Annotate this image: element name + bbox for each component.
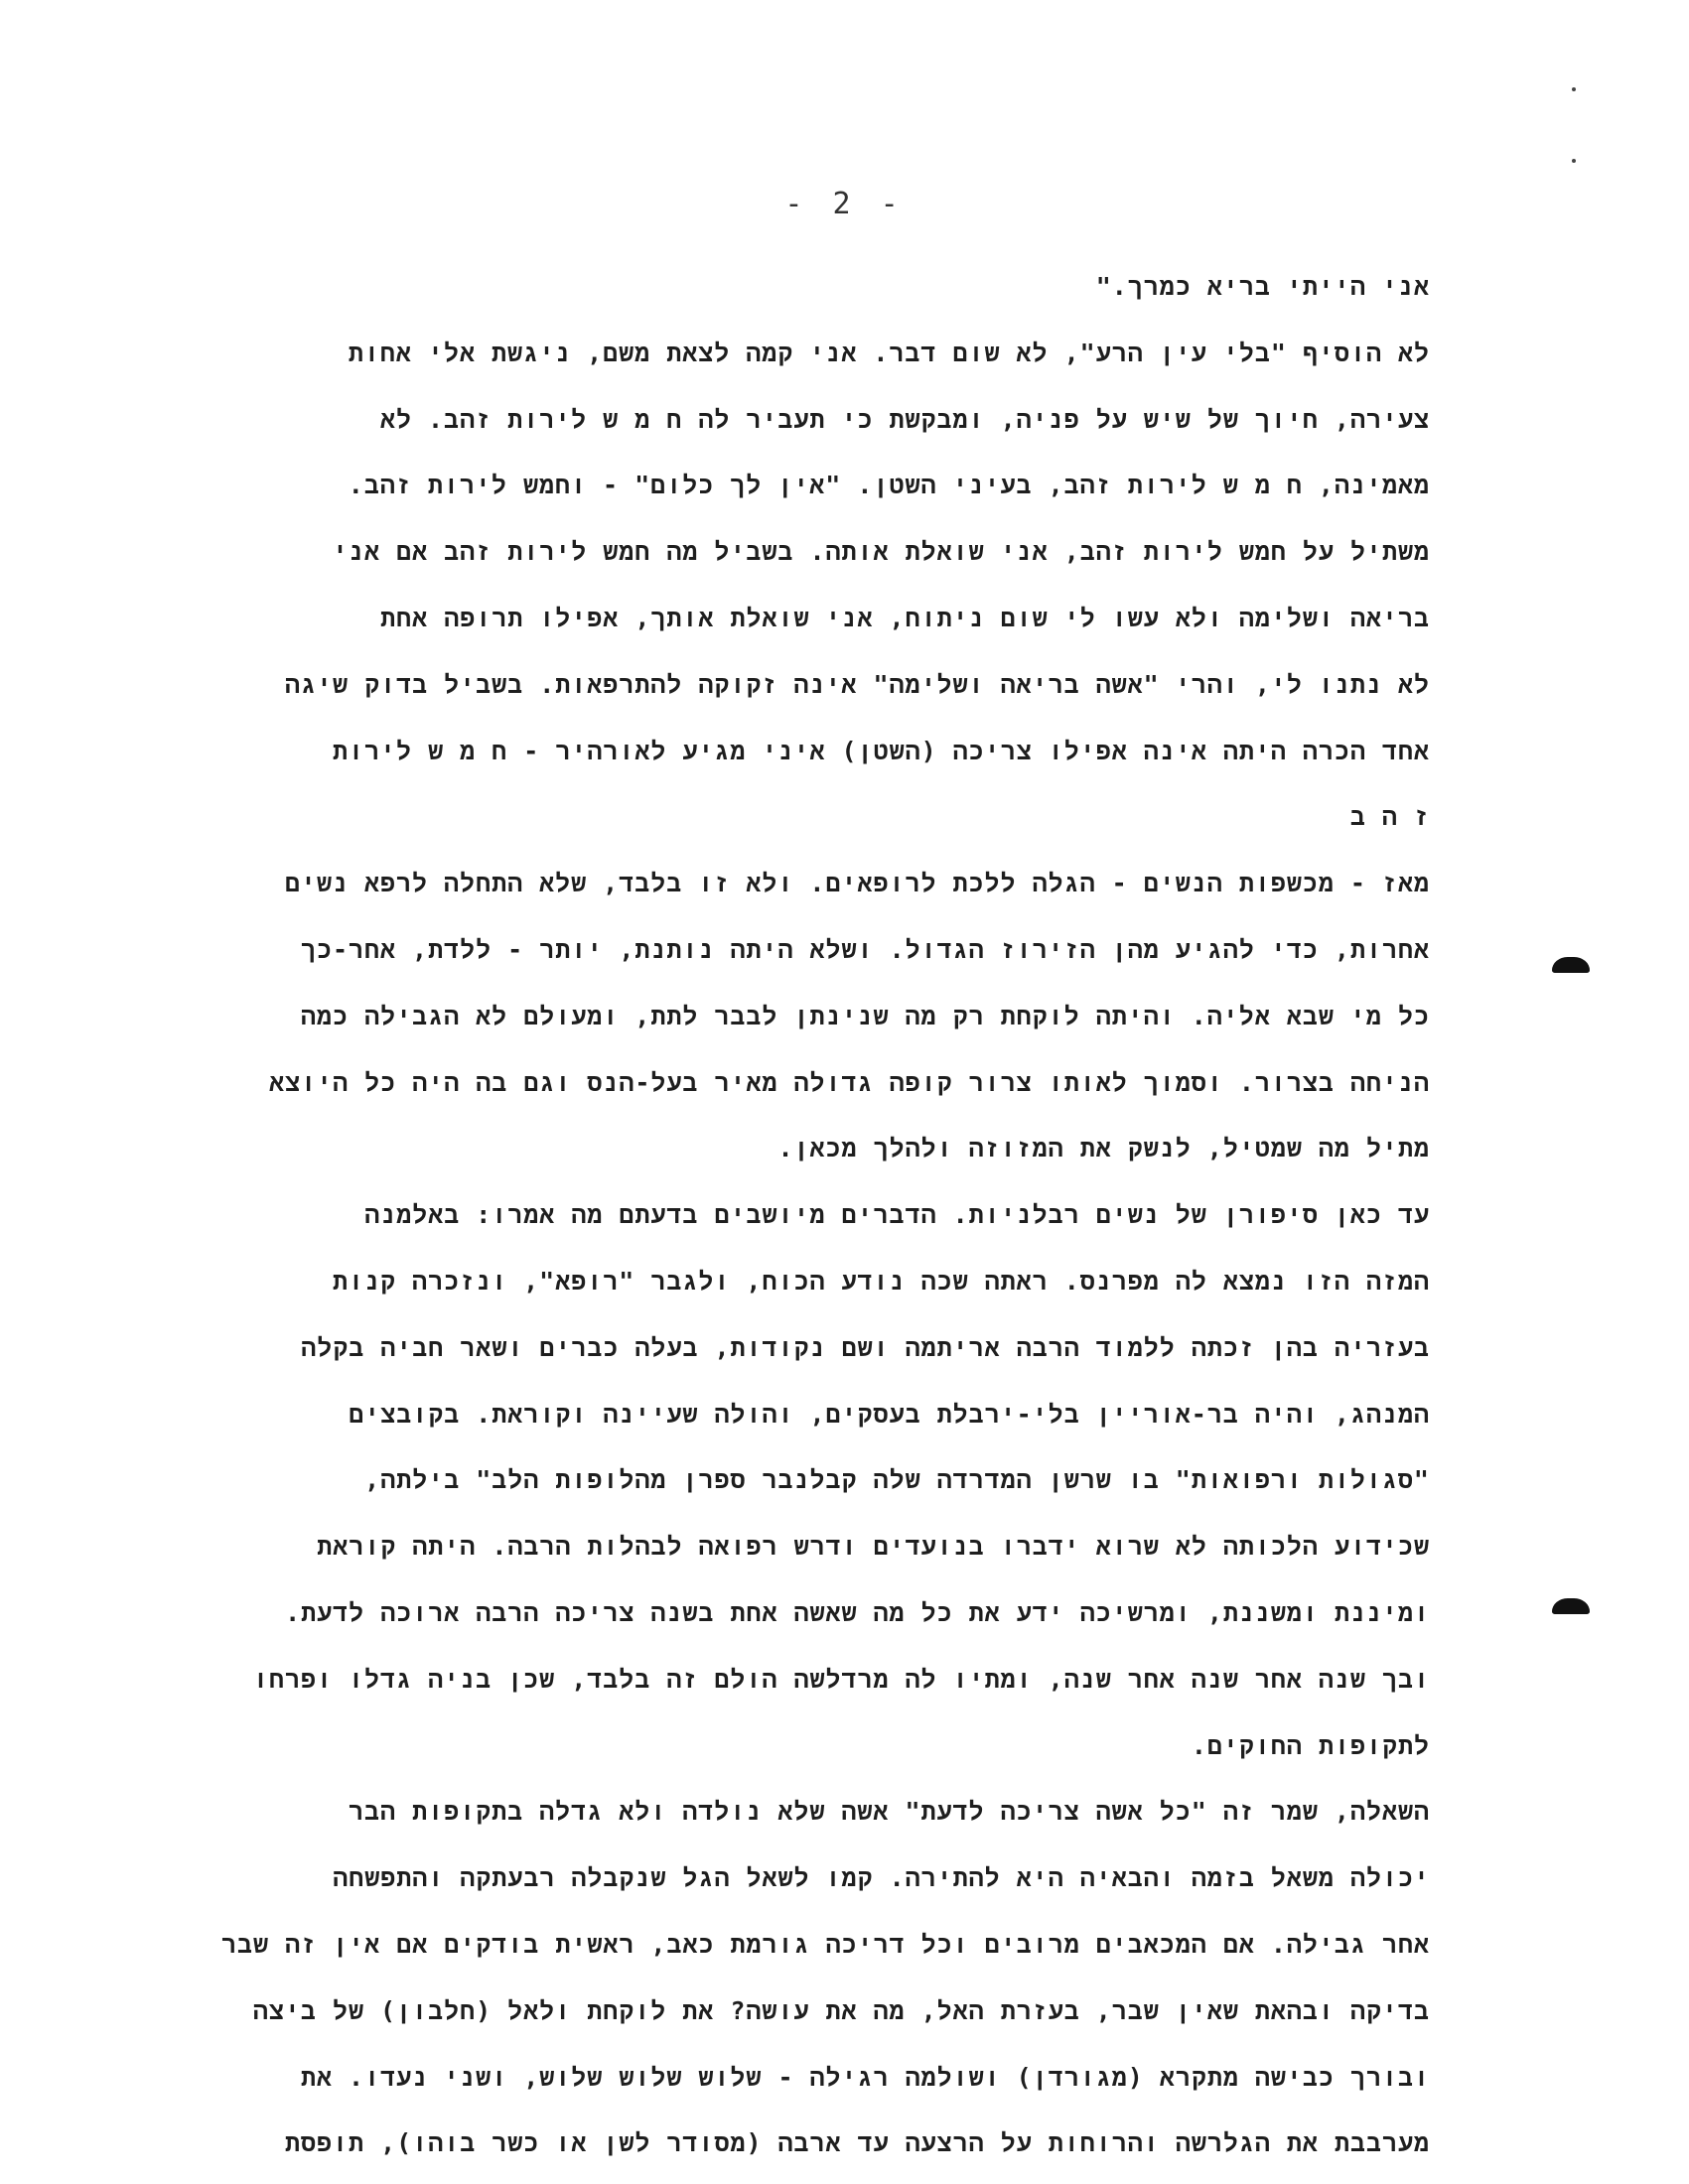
text-line: ומיננת ומשננת, ומרשיכה ידע את כל מה שאשה אחת בשנה צריכה הרבה ארוכה לדעת. — [285, 1597, 1430, 1627]
text-line: המנהג, והיה בר-אוריין בלי-ירבלת בעסקים, והולה שעיינה וקוראת. בקובצים — [349, 1399, 1430, 1429]
text-line: אחד הכרה היתה אינה אפילו צריכה (השטן) איני מגיע לאורהיר - ח מ ש לירות — [333, 736, 1430, 765]
text-line: לא הוסיף "בלי עין הרע", לא שום דבר. אני קמה לצאת משם, ניגשת אלי אחות — [348, 338, 1430, 367]
text-line: בריאה ושלימה ולא עשו לי שום ניתוח, אני שואלת אותך, אפילו תרופה אחת — [380, 603, 1430, 632]
text-line: "סגולות ורפואות" בו שרשן המדרדה שלה קבלנבר ספרן מהלופות הלב" בילתה, — [364, 1465, 1430, 1495]
text-line: ז ה ב — [1349, 802, 1430, 832]
text-line: עד כאן סיפורן של נשים רבלניות. הדברים מיושבים בדעתם מה אמרו: באלמנה — [364, 1200, 1430, 1230]
text-line: לתקופות החוקים. — [1191, 1730, 1430, 1760]
text-line: כל מי שבא אליה. והיתה לוקחת רק מה שנינתן לבבר לתת, ומעולם לא הגבילה כמה — [301, 1001, 1430, 1030]
text-line: ובורך כבישה מתקרא (מגורדן) ושולמה רגילה - שלוש שלוש שלוש, ושני נעדו. את — [300, 2062, 1430, 2092]
text-line: הניחה בצרור. וסמוך לאותו צרור קופה גדולה מאיר בעל-הנס וגם בה היה כל היוצא — [269, 1067, 1430, 1097]
text-line: בדיקה ובהאת שאין שבר, בעזרת האל, מה את עושה? את לוקחת ולאל (חלבון) של ביצה — [252, 1995, 1430, 2025]
margin-mark-1 — [1552, 957, 1590, 973]
margin-speck-top-2 — [1572, 159, 1576, 163]
text-line: אני הייתי בריא כמרך." — [1095, 272, 1430, 301]
margin-mark-2 — [1552, 1598, 1590, 1614]
text-line: אחר גבילה. אם המכאבים מרובים וכל דריכה גורמת כאב, ראשית בודקים אם אין זה שבר — [221, 1929, 1430, 1959]
text-line: מתיל מה שמטיל, לנשק את המזוזה ולהלך מכאן. — [777, 1134, 1430, 1163]
text-line: מאז - מכשפות הנשים - הגלה ללכת לרופאים. ולא זו בלבד, שלא התחלה לרפא נשים — [284, 869, 1430, 898]
text-line: אחרות, כדי להגיע מהן הזירוז הגדול. ושלא היתה נותנת, יותר - ללדת, אחר-כך — [300, 934, 1430, 964]
page-number: - 2 - — [784, 187, 905, 221]
text-line: מערבבת את הגלרשה והרוחות על הרצעה עד ארבה (מסודר לשן או כשר בוהו), תופסת — [285, 2128, 1430, 2158]
text-line: לא נתנו לי, והרי "אשה בריאה ושלימה" אינה זקוקה להתרפאות. בשביל בדוק שיגה — [285, 669, 1430, 699]
text-line: שכידוע הלכותה לא שרוא ידברו בנועדים ודרש רפואה לבהלות הרבה. היתה קוראת — [317, 1532, 1430, 1562]
text-line: צעירה, חיוך של שיש על פניה, ומבקשת כי תעביר לה ח מ ש לירות זהב. לא — [379, 404, 1430, 434]
text-line: מאמינה, ח מ ש לירות זהב, בעיני השטן. "אין לך כלום" - וחמש לירות זהב. — [348, 471, 1430, 500]
text-line: בעזריה בהן זכתה ללמוד הרבה אריתמה ושם נקודות, בעלה כברים ושאר חביה בקלה — [301, 1332, 1430, 1362]
text-line: ובך שנה אחר שנה אחר שנה, ומתיו לה מרדלשה הולם זה בלבד, שכן בניה גדלו ופרחו — [252, 1664, 1430, 1694]
margin-speck-top-1 — [1572, 87, 1576, 91]
text-line: משתיל על חמש לירות זהב, אני שואלת אותה. בשביל מה חמש לירות זהב אם אני — [333, 537, 1430, 567]
body-text — [60, 254, 1430, 2177]
text-line: השאלה, שמר זה "כל אשה צריכה לדעת" אשה שלא נולדה ולא גדלה בתקופות הבר — [349, 1797, 1430, 1827]
text-line: המזה הזו נמצא לה מפרנס. ראתה שכה נודע הכוח, ולגבר "רופא", ונזכרה קנות — [333, 1266, 1430, 1296]
text-line: יכולה משאל בזמה והבאיה היא להתירה. קמו לשאל הגל שנקבלה רבעתקה והתפשחה — [333, 1863, 1430, 1893]
